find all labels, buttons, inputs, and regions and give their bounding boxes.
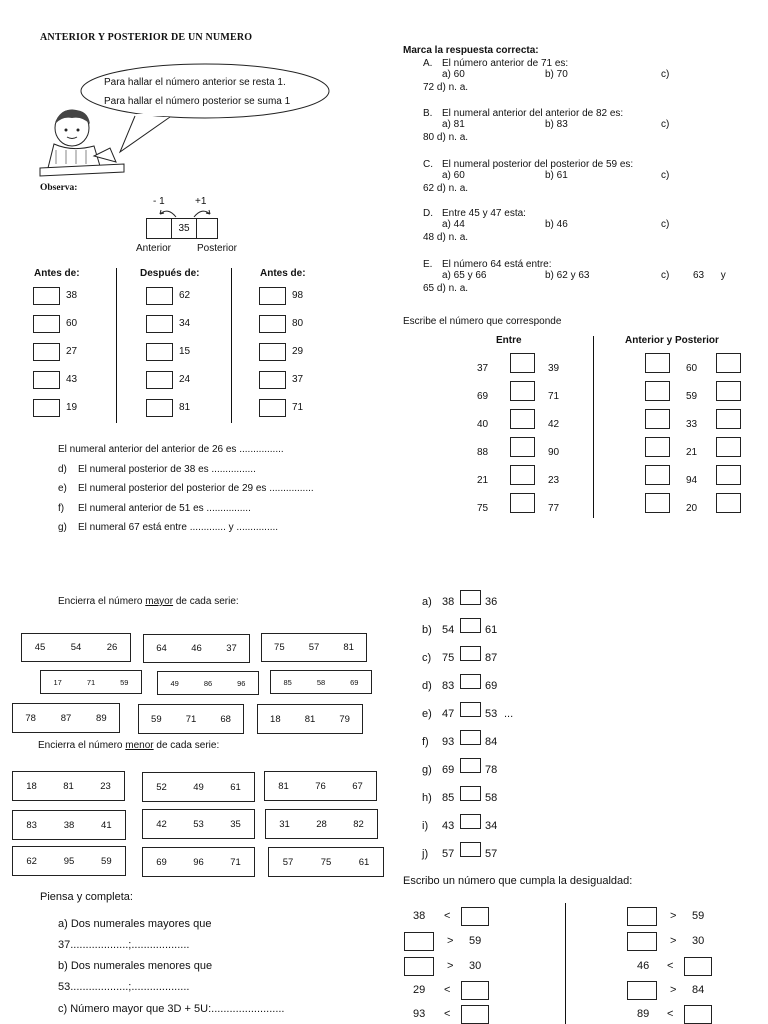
answer-box[interactable] [259, 343, 286, 361]
posterior-box[interactable] [716, 381, 741, 401]
entre-answer-box[interactable] [510, 437, 535, 457]
column-divider [593, 336, 594, 518]
compare-right: 87 [485, 652, 498, 664]
series-number[interactable]: 79 [339, 713, 350, 725]
answer-box[interactable] [33, 399, 60, 417]
middle-number: 21 [686, 447, 698, 458]
series-number[interactable]: 49 [170, 678, 179, 688]
compare-right: 34 [485, 820, 498, 832]
compare-right: 36 [485, 596, 498, 608]
posterior-box [196, 218, 218, 239]
compare-label: b) [422, 624, 432, 636]
entre-answer-box[interactable] [510, 465, 535, 485]
series-number[interactable]: 38 [63, 819, 75, 831]
sign-box[interactable] [460, 590, 481, 605]
option-c[interactable]: c) [661, 119, 670, 130]
number-label: 29 [292, 346, 304, 357]
series-number[interactable]: 85 [283, 677, 292, 687]
question-text: Entre 45 y 47 esta: [442, 208, 526, 219]
series-number[interactable]: 71 [230, 856, 241, 868]
number-label: 38 [66, 290, 78, 301]
option-b[interactable]: b) 83 [545, 119, 568, 130]
number-series[interactable] [12, 810, 126, 840]
posterior-box[interactable] [716, 409, 741, 429]
series-number[interactable]: 96 [237, 678, 246, 688]
series-number[interactable]: 41 [101, 819, 112, 831]
option-tail: 65 d) n. a. [423, 283, 469, 294]
sign-box[interactable] [460, 674, 481, 689]
fixed-number: 89 [637, 1008, 650, 1020]
option-b[interactable]: b) 62 y 63 [545, 270, 590, 281]
series-number[interactable]: 37 [226, 643, 237, 654]
series-number[interactable]: 57 [282, 856, 294, 868]
fixed-number: 30 [469, 960, 482, 972]
answer-box[interactable] [259, 315, 286, 333]
answer-box[interactable] [461, 907, 489, 926]
answer-box[interactable] [146, 315, 173, 333]
compare-left: 93 [442, 736, 455, 748]
series-number[interactable]: 87 [60, 712, 72, 724]
posterior-label: Posterior [197, 243, 238, 254]
option-c[interactable]: c) [661, 170, 670, 181]
fixed-number: 59 [469, 935, 482, 947]
number-series[interactable] [157, 671, 259, 695]
operator: > [670, 910, 677, 922]
answer-box[interactable] [33, 343, 60, 361]
compare-right: 69 [485, 680, 498, 692]
option-a[interactable]: a) 81 [442, 119, 465, 130]
col-header-antes-2: Antes de: [260, 268, 306, 279]
middle-number: 60 [686, 363, 698, 374]
series-number[interactable]: 58 [316, 677, 326, 687]
compare-right: 61 [485, 624, 498, 636]
piensa-line: c) Número mayor que 3D + 5U:........................ [58, 1003, 285, 1015]
series-number[interactable]: 69 [156, 856, 167, 868]
answer-box[interactable] [33, 287, 60, 305]
minus-one-label: - 1 [153, 196, 165, 207]
compare-left: 85 [442, 792, 455, 804]
series-number[interactable]: 62 [26, 855, 37, 867]
middle-number: 33 [686, 419, 698, 430]
series-number[interactable]: 42 [156, 818, 167, 830]
answer-box[interactable] [404, 932, 434, 951]
series-number[interactable]: 52 [156, 781, 167, 793]
series-number[interactable]: 59 [120, 677, 129, 687]
anterior-box[interactable] [645, 437, 670, 457]
entre-left-number: 75 [477, 503, 489, 514]
answer-box[interactable] [684, 957, 712, 976]
compare-label: i) [422, 820, 429, 832]
series-number[interactable]: 64 [156, 643, 167, 654]
series-number[interactable]: 81 [63, 780, 74, 792]
entre-right-number: 90 [548, 447, 560, 458]
series-number[interactable]: 71 [86, 677, 96, 687]
question-letter: C. [423, 159, 433, 170]
anterior-box[interactable] [645, 353, 670, 373]
answer-box[interactable] [404, 957, 434, 976]
number-series[interactable] [261, 633, 367, 662]
option-b[interactable]: b) 46 [545, 219, 568, 230]
number-series[interactable] [268, 847, 384, 877]
series-number[interactable]: 83 [26, 819, 37, 831]
number-series[interactable] [142, 847, 255, 877]
statement-text: El numeral posterior del posterior de 29 es ................ [78, 483, 314, 494]
operator: < [444, 984, 451, 996]
posterior-box[interactable] [716, 493, 741, 513]
option-c[interactable]: c) [661, 270, 670, 281]
column-divider [116, 268, 117, 423]
compare-label: g) [422, 764, 432, 776]
compare-right: 57 [485, 848, 498, 860]
compare-left: 47 [442, 708, 455, 720]
series-number[interactable]: 67 [352, 780, 363, 792]
compare-left: 83 [442, 680, 455, 692]
series-number[interactable]: 49 [193, 781, 204, 793]
compare-label: d) [422, 680, 432, 692]
entre-answer-box[interactable] [510, 353, 535, 373]
number-label: 98 [292, 290, 304, 301]
operator: < [667, 1008, 674, 1020]
observa-label: Observa: [40, 183, 78, 193]
inequality-title: Escribo un número que cumpla la desigualdad: [403, 875, 633, 887]
entre-left-number: 69 [477, 391, 489, 402]
column-divider [565, 903, 566, 1024]
number-label: 80 [292, 318, 304, 329]
anterior-box[interactable] [645, 409, 670, 429]
question-text: El número anterior de 71 es: [442, 58, 569, 69]
series-number[interactable]: 23 [100, 780, 111, 792]
sign-box[interactable] [460, 646, 481, 661]
piensa-title: Piensa y completa: [40, 891, 133, 903]
bubble-line-1: Para hallar el número anterior se resta 1. [104, 77, 286, 88]
series-number[interactable]: 59 [151, 713, 162, 725]
number-label: 15 [179, 346, 191, 357]
operator: > [670, 935, 677, 947]
series-number[interactable]: 95 [63, 855, 75, 867]
series-number[interactable]: 61 [230, 781, 241, 793]
posterior-box[interactable] [716, 353, 741, 373]
fixed-number: 84 [692, 984, 705, 996]
series-number[interactable]: 17 [53, 677, 62, 687]
statement-marker: e) [58, 483, 67, 494]
series-number[interactable]: 18 [270, 713, 281, 725]
middle-number: 20 [686, 503, 698, 514]
series-number[interactable]: 59 [101, 855, 112, 867]
series-number[interactable]: 46 [191, 643, 202, 654]
answer-box[interactable] [461, 981, 489, 1000]
operator: < [444, 910, 451, 922]
answer-box[interactable] [146, 371, 173, 389]
sign-box[interactable] [460, 814, 481, 829]
question-letter: D. [423, 208, 433, 219]
option-a[interactable]: a) 60 [442, 170, 465, 181]
anterior-box[interactable] [645, 465, 670, 485]
answer-box[interactable] [684, 1005, 712, 1024]
entre-left-number: 37 [477, 363, 489, 374]
number-label: 34 [179, 318, 191, 329]
number-label: 24 [179, 374, 191, 385]
statement-text: El numeral posterior de 38 es ................ [78, 463, 256, 475]
fixed-number: 38 [413, 910, 426, 922]
option-b[interactable]: b) 70 [545, 69, 568, 80]
escribe-title: Escribe el número que corresponde [403, 316, 562, 327]
series-number[interactable]: 31 [279, 818, 290, 830]
compare-right: 53 [485, 708, 498, 720]
series-number[interactable]: 89 [96, 712, 107, 724]
question-letter: A. [423, 58, 433, 69]
operator: < [667, 960, 674, 972]
option-b[interactable]: b) 61 [545, 170, 568, 181]
number-series[interactable] [12, 703, 120, 733]
statement-marker: d) [58, 463, 67, 475]
answer-box[interactable] [146, 287, 173, 305]
sign-box[interactable] [460, 786, 481, 801]
mayor-instruction: Encierra el número mayor de cada serie: [58, 596, 239, 607]
series-number[interactable]: 76 [315, 780, 326, 792]
question-letter: E. [423, 259, 433, 270]
operator: > [670, 984, 677, 996]
number-label: 71 [292, 402, 304, 413]
number-series[interactable] [142, 809, 255, 839]
number-label: 27 [66, 346, 78, 357]
sign-box[interactable] [460, 730, 481, 745]
compare-label: j) [422, 848, 429, 860]
compare-left: 38 [442, 596, 455, 608]
operator: > [447, 960, 454, 972]
statement-marker: f) [58, 502, 65, 514]
operator: > [447, 935, 454, 947]
question-text: El numeral posterior del posterior de 59 es: [442, 159, 634, 170]
entre-answer-box[interactable] [510, 409, 535, 429]
series-number[interactable]: 26 [106, 642, 118, 653]
series-number[interactable]: 28 [316, 818, 327, 830]
series-number[interactable]: 86 [203, 678, 213, 688]
entre-right-number: 71 [548, 391, 560, 402]
compare-label: e) [422, 708, 432, 720]
number-series[interactable] [143, 634, 250, 663]
number-label: 37 [292, 374, 304, 385]
statement-marker: g) [58, 522, 67, 533]
menor-instruction: Encierra el número menor de cada serie: [38, 740, 220, 751]
compare-right: 84 [485, 736, 498, 748]
option-a[interactable]: a) 60 [442, 69, 465, 80]
question-text: El número 64 está entre: [442, 259, 552, 270]
option-a[interactable]: a) 65 y 66 [442, 270, 487, 281]
operator: < [444, 1008, 451, 1020]
number-series[interactable] [270, 670, 372, 694]
col-header-antes-1: Antes de: [34, 268, 80, 279]
answer-box[interactable] [259, 371, 286, 389]
option-c-value: 63 y [693, 270, 726, 281]
series-number[interactable]: 78 [25, 712, 36, 724]
entre-right-number: 77 [548, 503, 560, 514]
number-series[interactable] [138, 704, 244, 734]
compare-left: 54 [442, 624, 455, 636]
number-label: 43 [66, 374, 78, 385]
statement-text: El numeral 67 está entre ............. y ............... [78, 522, 279, 533]
number-series[interactable] [40, 670, 142, 694]
compare-label: c) [422, 652, 432, 664]
entre-left-number: 88 [477, 447, 489, 458]
series-number[interactable]: 81 [343, 642, 354, 653]
series-number[interactable]: 75 [274, 642, 285, 653]
fixed-number: 46 [637, 960, 650, 972]
compare-left: 75 [442, 652, 455, 664]
entre-right-number: 42 [548, 419, 560, 430]
number-label: 81 [179, 402, 191, 413]
number-series[interactable] [21, 633, 131, 662]
fixed-number: 59 [692, 910, 705, 922]
boy-illustration [38, 106, 126, 184]
bubble-line-2: Para hallar el número posterior se suma 1 [104, 96, 291, 107]
number-series[interactable] [12, 846, 126, 876]
anterior-posterior-header: Anterior y Posterior [625, 335, 719, 346]
series-number[interactable]: 35 [230, 818, 241, 830]
compare-label: h) [422, 792, 432, 804]
option-tail: 48 d) n. a. [423, 232, 469, 243]
compare-left: 69 [442, 764, 455, 776]
number-label: 19 [66, 402, 78, 413]
sign-box[interactable] [460, 702, 481, 717]
answer-box[interactable] [146, 343, 173, 361]
number-label: 60 [66, 318, 78, 329]
compare-left: 43 [442, 820, 455, 832]
piensa-line: a) Dos numerales mayores que [58, 918, 212, 930]
worksheet-title: ANTERIOR Y POSTERIOR DE UN NUMERO [40, 32, 253, 43]
compare-right: 78 [485, 764, 498, 776]
entre-right-number: 23 [548, 475, 560, 486]
piensa-line: 53...................;................... [58, 981, 190, 993]
question-letter: B. [423, 108, 433, 119]
series-number[interactable]: 61 [358, 856, 370, 868]
anterior-box [146, 218, 172, 239]
sign-box[interactable] [460, 842, 481, 857]
series-number[interactable]: 69 [350, 677, 359, 687]
compare-label: a) [422, 596, 432, 608]
series-number[interactable]: 71 [185, 713, 197, 725]
number-series[interactable] [12, 771, 125, 801]
statement-text: El numeral anterior del anterior de 26 es ................ [58, 444, 284, 455]
option-tail: 62 d) n. a. [423, 183, 469, 194]
answer-box[interactable] [627, 932, 657, 951]
number-series[interactable] [265, 809, 378, 839]
answer-box[interactable] [33, 315, 60, 333]
series-number[interactable]: 81 [278, 780, 289, 792]
answer-box[interactable] [146, 399, 173, 417]
number-series[interactable] [264, 771, 377, 801]
fixed-number: 30 [692, 935, 705, 947]
answer-box[interactable] [627, 981, 657, 1000]
sign-box[interactable] [460, 618, 481, 633]
answer-box[interactable] [259, 399, 286, 417]
entre-left-number: 40 [477, 419, 489, 430]
entre-answer-box[interactable] [510, 381, 535, 401]
posterior-box[interactable] [716, 465, 741, 485]
anterior-label: Anterior [136, 243, 172, 254]
series-number[interactable]: 75 [320, 856, 332, 868]
compare-extra: ... [504, 708, 514, 720]
anterior-box[interactable] [645, 493, 670, 513]
series-number[interactable]: 53 [193, 818, 204, 830]
piensa-line: b) Dos numerales menores que [58, 960, 213, 972]
posterior-box[interactable] [716, 437, 741, 457]
series-number[interactable]: 45 [34, 642, 46, 653]
answer-box[interactable] [627, 907, 657, 926]
fixed-number: 29 [413, 984, 426, 996]
question-text: El numeral anterior del anterior de 82 es: [442, 108, 624, 119]
statement-text: El numeral anterior de 51 es ................ [78, 502, 251, 514]
option-tail: 72 d) n. a. [423, 82, 469, 93]
number-label: 62 [179, 290, 191, 301]
option-a[interactable]: a) 44 [442, 219, 465, 230]
answer-box[interactable] [33, 371, 60, 389]
column-divider [231, 268, 232, 423]
series-number[interactable]: 82 [353, 818, 364, 830]
answer-box[interactable] [461, 1005, 489, 1024]
middle-number: 94 [686, 475, 698, 486]
number-series[interactable] [142, 772, 255, 802]
entre-header: Entre [496, 335, 522, 346]
anterior-box[interactable] [645, 381, 670, 401]
center-number: 35 [171, 218, 197, 239]
series-number[interactable]: 54 [70, 642, 82, 653]
mc-title: Marca la respuesta correcta: [403, 45, 539, 56]
answer-box[interactable] [259, 287, 286, 305]
option-c[interactable]: c) [661, 219, 670, 230]
series-number[interactable]: 96 [193, 856, 204, 868]
number-series[interactable] [257, 704, 363, 734]
piensa-line: 37...................;................... [58, 939, 190, 951]
entre-right-number: 39 [548, 363, 560, 374]
series-number[interactable]: 18 [26, 780, 37, 792]
entre-answer-box[interactable] [510, 493, 535, 513]
series-number[interactable]: 57 [308, 642, 320, 653]
middle-number: 59 [686, 391, 698, 402]
compare-left: 57 [442, 848, 455, 860]
entre-left-number: 21 [477, 475, 489, 486]
option-c[interactable]: c) [661, 69, 670, 80]
compare-right: 58 [485, 792, 498, 804]
col-header-despues: Después de: [140, 268, 200, 279]
series-number[interactable]: 81 [304, 713, 316, 725]
series-number[interactable]: 68 [220, 713, 231, 725]
option-tail: 80 d) n. a. [423, 132, 469, 143]
sign-box[interactable] [460, 758, 481, 773]
plus-one-label: +1 [195, 196, 207, 207]
compare-label: f) [422, 736, 429, 748]
fixed-number: 93 [413, 1008, 426, 1020]
